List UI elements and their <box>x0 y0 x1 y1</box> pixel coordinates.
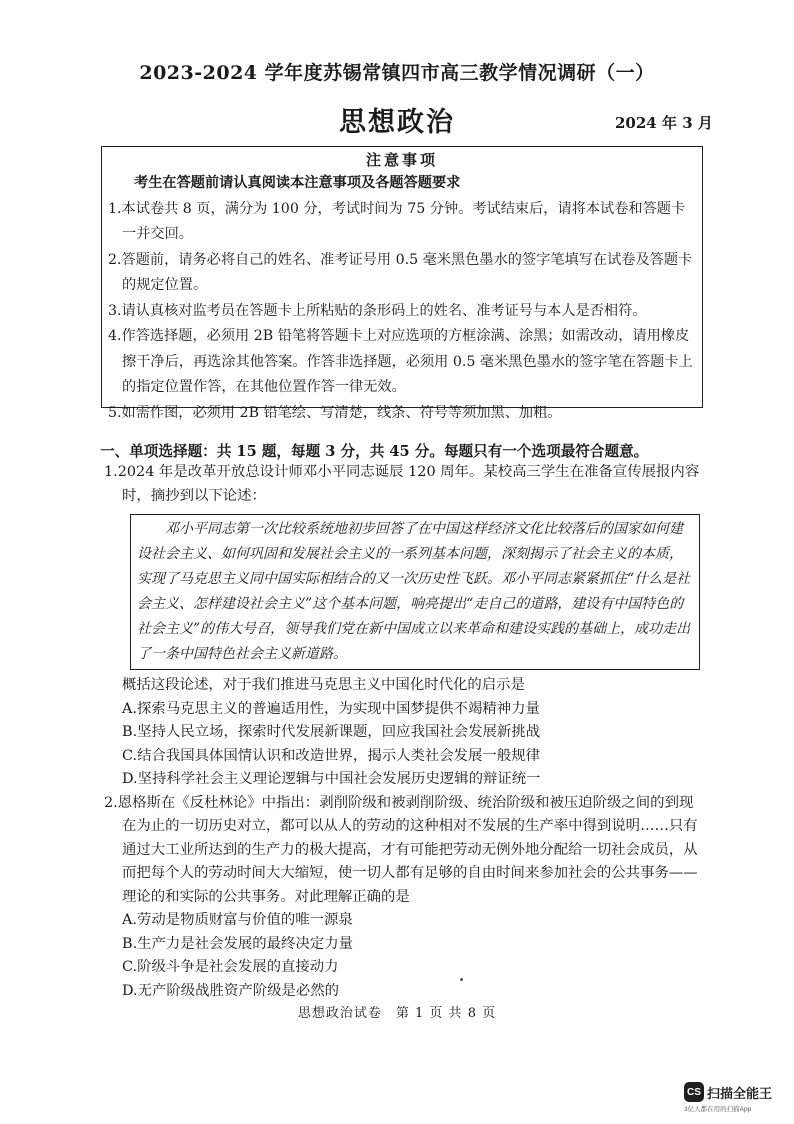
question-2-option-a: A.劳动是物质财富与价值的唯一源泉 <box>122 912 353 928</box>
question-2-stem: 2.恩格斯在《反杜林论》中指出：剥削阶级和被剥削阶级、统治阶级和被压迫阶级之间的到现在为止的一切历史对立，都可以从人的劳动的这种相对不发展的生产率中得到说明……只有通过大工业所达到的生产力的极大提高，才有可能把劳动无例外地分配给一切社会成员，从而把每个人的劳动时间大大缩短，使一切人都有足够的自由时间来参加社会的公共事务——理论的和实际的公共事务。对此理解正确的是 <box>104 794 698 905</box>
question-2-option-b: B.生产力是社会发展的最终决定力量 <box>122 935 354 952</box>
question-1-option-b: B.坚持人民立场，探索时代发展新课题，回应我国社会发展新挑战 <box>122 724 541 740</box>
notice-box <box>101 146 703 421</box>
subject-row <box>0 100 794 140</box>
question-1-stem: 1.2024 年是改革开放总设计师邓小平同志诞辰 120 周年。某校高三学生在准备宣传展报内容时，摘抄到以下论述： <box>104 464 700 504</box>
question-1-quote: 邓小平同志第一次比较系统地初步回答了在中国这样经济文化比较落后的国家如何建设社会主义、如何巩固和发展社会主义的一系列基本问题，深刻揭示了社会主义的本质，实现了马克思主义同中国实际相结合的又一次历史性飞跃。邓小平同志紧紧抓住“什么是社会主义、怎样建设社会主义”这个基本问题，响亮提出“走自己的道路，建设有中国特色的社会主义”的伟大号召，领导我们党在新中国成立以来革命和建设实践的基础上，成功走出了一条中国特色社会主义新道路。 <box>130 514 700 670</box>
question-1-option-d: D.坚持科学社会主义理论逻辑与中国社会发展历史逻辑的辩证统一 <box>122 771 541 787</box>
question-2-option-c: C.阶级斗争是社会发展的直接动力 <box>122 959 339 975</box>
scan-speck <box>460 978 463 981</box>
notice-intro: 考生在答题前请认真阅读本注意事项及各题答题要求 <box>134 175 461 191</box>
notice-item: 4.作答选择题，必须用 2B 铅笔将答题卡上对应选项的方框涂满、涂黑；如需改动，请用橡皮擦干净后，再选涂其他答案。作答非选择题，必须用 0.5 毫米黑色墨水的签字笔在答题卡上的指定位置作答，在其他位置作答一律无效。 <box>108 328 693 395</box>
questions <box>104 461 704 1003</box>
scanner-name: 扫描全能王 <box>707 1085 773 1101</box>
question-1-option-c: C.结合我国具体国情认识和改造世界，揭示人类社会发展一般规律 <box>122 747 541 764</box>
camscanner-logo-icon: CS <box>684 1082 704 1102</box>
subject-title: 思想政治 <box>339 107 455 138</box>
question-1-option-a: A.探索马克思主义的普遍适用性，为实现中国梦提供不竭精神力量 <box>122 700 540 717</box>
section-title: 一、单项选择题：共 15 题，每题 3 分，共 45 分。每题只有一个选项最符合题意。 <box>100 443 649 460</box>
page-footer: 思想政治试卷 第 1 页 共 8 页 <box>297 1006 497 1021</box>
exam-date: 2024 年 3 月 <box>615 114 713 132</box>
notice-item: 5.如需作图，必须用 2B 铅笔绘、写清楚，线条、符号等须加黑、加粗。 <box>108 404 562 421</box>
scanner-badge <box>684 1080 772 1104</box>
notice-item: 1.本试卷共 8 页，满分为 100 分，考试时间为 75 分钟。考试结束后，请将本试卷和答题卡一并交回。 <box>108 200 686 242</box>
scanner-tagline: 3亿人都在用的扫描App <box>684 1106 752 1113</box>
question-1-prompt: 概括这段论述，对于我们推进马克思主义中国化时代化的启示是 <box>122 677 525 693</box>
question-2-option-d: D.无产阶级战胜资产阶级是必然的 <box>122 982 340 999</box>
notice-title: 注意事项 <box>365 151 438 169</box>
exam-title: 2023-2024 学年度苏锡常镇四市高三教学情况调研（一） <box>139 62 655 84</box>
notice-item: 2.答题前，请务必将自己的姓名、准考证号用 0.5 毫米黑色墨水的签字笔填写在试卷及答题卡的规定位置。 <box>108 251 693 293</box>
notice-item: 3.请认真核对监考员在答题卡上所粘贴的条形码上的姓名、准考证号与本人是否相符。 <box>108 302 647 319</box>
